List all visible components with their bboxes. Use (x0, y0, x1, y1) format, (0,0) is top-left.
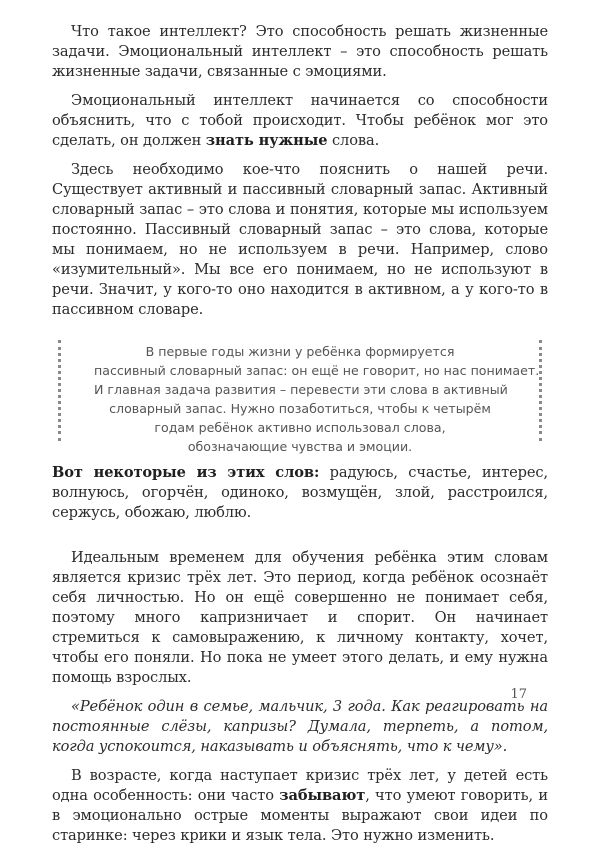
paragraph-text: , что умеют говорить, и в эмоционально острые моменты выражают свои идеи по старинке: через крики и язык тела. Это нужно изменить. (52, 787, 548, 844)
page-content (52, 22, 548, 855)
quote-paragraph: «Ребёнок один в семье, мальчик, 3 года. Как реагировать на постоянные слёзы, капризы? Думала, терпеть, а потом, когда успокоится, наказывать и объяснять, что к чему». (52, 698, 548, 755)
page-number: 17 (510, 687, 527, 702)
dotted-border-left (58, 340, 61, 441)
callout-text (94, 342, 540, 456)
paragraph-text: Эмоциональный интеллект начинается со способности объяснить, что с тобой происходит. Чтобы ребёнок мог это сделать, он должен (52, 92, 548, 149)
paragraph-text: В возрасте, когда наступает кризис трёх лет, у детей есть одна особенность: они часто (52, 767, 548, 804)
callout-line: И главная задача развития – перевести эти слова в активный (94, 382, 508, 397)
callout-line: словарный запас. Нужно позаботиться, чтобы к четырём (109, 401, 491, 416)
paragraph-crisis: Идеальным временем для обучения ребёнка этим словам является кризис трёх лет. Это период, когда ребёнок осознаёт себя личностью. Но он ещё совершенно не понимает себя, поэтому много капризничает и спорит. Он начинает стремиться к самовыражению, к личному контакту, хочет, чтобы его поняли. Но пока не умеет этого делать, и ему нужна помощь взрослых. (52, 549, 548, 686)
bold-lead: Вот некоторые из этих слов: (52, 464, 320, 481)
dotted-border-right (539, 340, 542, 441)
bold-emphasis: знать нужные (205, 132, 328, 149)
callout-line: пассивный словарный запас: он ещё не говорит, но нас понимает. (94, 363, 540, 378)
paragraph-emotional-intelligence (52, 91, 548, 151)
callout-line: годам ребёнок активно использовал слова, (154, 420, 446, 435)
callout-line: В первые годы жизни у ребёнка формируется (145, 344, 455, 359)
words-list: радуюсь, счастье, интерес, волнуюсь, огорчён, одиноко, возмущён, злой, расстроился, сержусь, обожаю, люблю. (52, 464, 548, 521)
paragraph-words-list (52, 463, 548, 523)
paragraph-intelligence: Что такое интеллект? Это способность решать жизненные задачи. Эмоциональный интеллект – это способность решать жизненные задачи, связанные с эмоциями. (52, 23, 548, 80)
bold-emphasis: забывают (279, 787, 366, 804)
spacer (52, 532, 548, 548)
callout-box (52, 336, 548, 454)
paragraph-final (52, 766, 548, 846)
paragraph-vocabulary: Здесь необходимо кое-что пояснить о нашей речи. Существует активный и пассивный словарный запас. Активный словарный запас – это слова и понятия, которые мы используем постоянно. Пассивный словарный запас – это слова, которые мы понимаем, но не используем в речи. Например, слово «изумительный». Мы все его понимаем, но не используют в речи. Значит, у кого-то оно находится в активном, а у кого-то в пассивном словаре. (52, 161, 548, 318)
paragraph-text: слова. (327, 132, 380, 149)
callout-line: обозначающие чувства и эмоции. (187, 439, 413, 454)
